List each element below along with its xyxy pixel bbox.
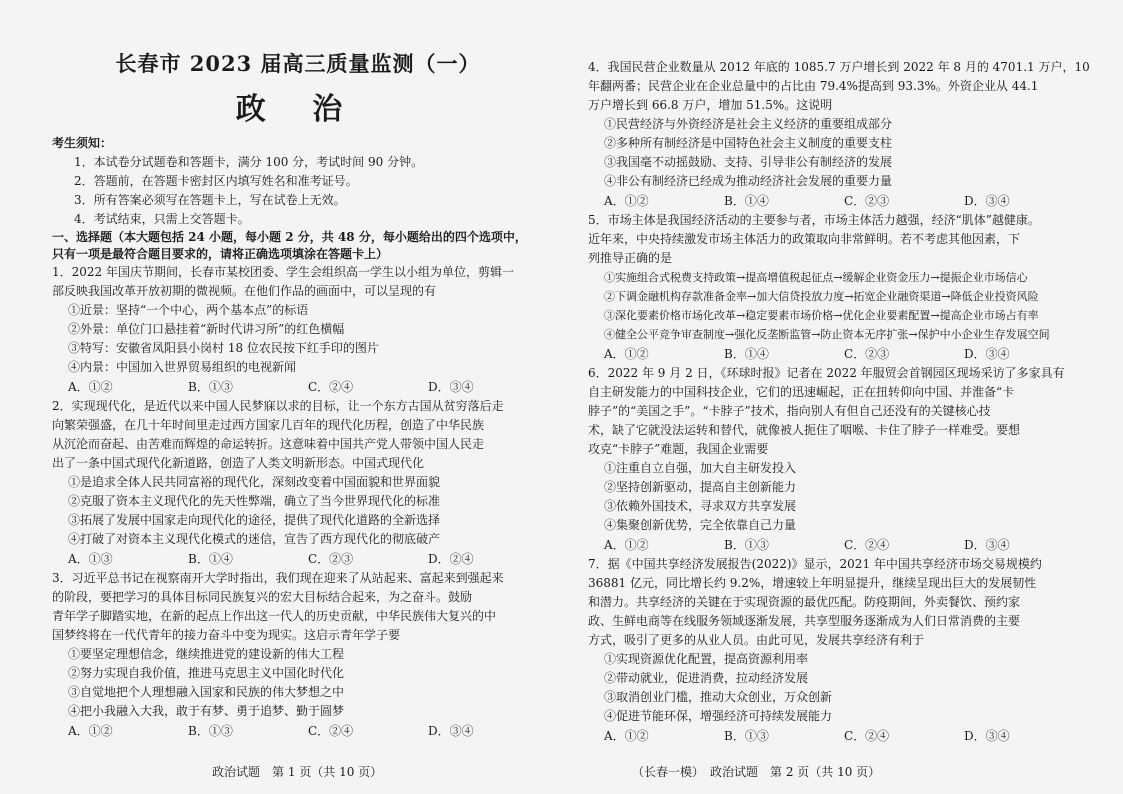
answer-b: B．①④ [724, 347, 769, 361]
question-4 [588, 58, 1103, 211]
notice-item: 3．所有答案必须写在答题卡上，写在试卷上无效。 [74, 193, 346, 207]
answer-c: C．②④ [308, 724, 354, 738]
statement-option: ①要坚定理想信念，继续推进党的建设新的伟大工程 [68, 647, 345, 661]
statement-option: ②克服了资本主义现代化的先天性弊端，确立了当今世界现代化的标准 [68, 494, 441, 508]
statement-option: ④促进节能环保，增强经济可持续发展能力 [604, 709, 833, 723]
question-stem-line: 术，缺了它就没法运转和替代，就像被人扼住了咽喉、卡住了脖子一样难受。要想 [588, 423, 1021, 437]
answer-choices [588, 726, 1103, 746]
notice-heading: 考生须知： [52, 136, 113, 150]
statement-option: ④把小我融入大我，敢于有梦、勇于追梦、勤于圆梦 [68, 704, 345, 718]
answer-b: B．①③ [724, 538, 769, 552]
question-stem-line: 自主研发能力的中国科技企业，它们的迅速崛起，正在扭转仰向中国、并淮备“卡 [588, 385, 1015, 399]
question-2 [52, 397, 544, 569]
statement-option: ②努力实现自我价值，推进马克思主义中国化时代化 [68, 666, 345, 680]
answer-a: A．①② [604, 729, 649, 743]
statement-option: ④集聚创新优势，完全依靠自己力量 [604, 518, 797, 532]
answer-d: D．②④ [428, 552, 474, 566]
question-stem-line: 列推导正确的是 [588, 251, 673, 265]
answer-d: D．③④ [428, 724, 474, 738]
answer-a: A．①② [604, 194, 649, 208]
question-stem-line: 部反映我国改革开放初期的微视频。在他们作品的画面中，可以呈现的有 [52, 284, 437, 298]
notice-list [52, 153, 544, 229]
question-stem-line: 36881 亿元，同比增长约 9.2%，增速较上年明显提升，继续呈现出巨大的发展韧性 [588, 576, 1037, 590]
answer-c: C．②④ [844, 729, 890, 743]
answer-b: B．①③ [188, 380, 233, 394]
answer-b: B．①③ [188, 724, 233, 738]
answer-choices [588, 344, 1103, 364]
statement-option: ②下调金融机构存款准备金率→加大信贷投放力度→拓宽企业融资渠道→降低企业投资风险 [604, 290, 1039, 303]
statement-option: ③依赖外国技术，寻求双方共享发展 [604, 499, 797, 513]
left-page [0, 0, 560, 794]
question-stem-line: 1．2022 年国庆节期间，长春市某校团委、学生会组织高一学生以小组为单位，剪辑一 [52, 265, 514, 279]
statement-option: ④健全公平竞争审查制度→强化反垄断监管→防止资本无序扩张→保护中小企业生存发展空间 [604, 328, 1050, 341]
question-3 [52, 569, 544, 741]
section-heading [52, 229, 544, 263]
answer-a: A．①② [68, 724, 113, 738]
question-stem-line: 4．我国民营企业数量从 2012 年底的 1085.7 万户增长到 2022 年 8 月的 4701.1 万户，10 [588, 60, 1090, 74]
statement-option: ③我国毫不动摇鼓励、支持、引导非公有制经济的发展 [604, 155, 893, 169]
statement-option: ②多种所有制经济是中国特色社会主义制度的重要支柱 [604, 136, 893, 150]
answer-choices [52, 721, 544, 741]
page-footer: 政治试题 第 1 页（共 10 页） [212, 765, 383, 779]
statement-option: ③自觉地把个人理想融入国家和民族的伟大梦想之中 [68, 685, 345, 699]
answer-choices [52, 549, 544, 569]
question-6 [588, 364, 1103, 555]
question-stem-line: 3．习近平总书记在视察南开大学时指出，我们现在迎来了从站起来、富起来到强起来 [52, 571, 504, 585]
question-stem-line: 和潜力。共享经济的关键在于实现资源的最优匹配。防疫期间，外卖餐饮、预约家 [588, 595, 1021, 609]
answer-d: D．③④ [964, 729, 1010, 743]
question-stem-line: 脖子”的“美国之手”。“卡脖子”技术，指向别人有但自己还没有的关键核心技 [588, 404, 991, 418]
statement-option: ②坚持创新驱动，提高自主创新能力 [604, 480, 797, 494]
question-stem-line: 政、生鲜电商等在线服务领域逐渐发展，共享型服务逐渐成为人们日常消费的主要 [588, 614, 1021, 628]
right-page [560, 0, 1123, 794]
question-stem-line: 出了一条中国式现代化新道路，创造了人类文明新形态。中国式现代化 [52, 456, 425, 470]
statement-option: ①注重自立自强，加大自主研发投入 [604, 461, 797, 475]
answer-b: B．①④ [188, 552, 233, 566]
statement-option: ①民营经济与外资经济是社会主义经济的重要组成部分 [604, 117, 893, 131]
answer-a: A．①② [604, 347, 649, 361]
statement-option: ①实施组合式税费支持政策→提高增值税起征点→缓解企业资金压力→提振企业市场信心 [604, 271, 1028, 284]
notice-item: 2．答题前，在答题卡密封区内填写姓名和准考证号。 [74, 174, 358, 188]
question-stem-line: 近年来，中央持续激发市场主体活力的政策取向非常鲜明。若不考虑其他因素，下 [588, 232, 1021, 246]
answer-d: D．③④ [964, 194, 1010, 208]
statement-option: ③取消创业门槛，推动大众创业，万众创新 [604, 690, 833, 704]
answer-b: B．①④ [724, 194, 769, 208]
question-7 [588, 555, 1103, 746]
answer-c: C．②④ [308, 380, 354, 394]
question-stem-line: 万户增长到 66.8 万户，增加 51.5%。这说明 [588, 98, 833, 112]
question-stem-line: 5．市场主体是我国经济活动的主要参与者，市场主体活力越强，经济“肌体”越健康。 [588, 213, 1040, 227]
answer-a: A．①② [604, 538, 649, 552]
notice-item: 1．本试卷分试题卷和答题卡，满分 100 分，考试时间 90 分钟。 [74, 155, 424, 169]
question-stem-line: 攻克“卡脖子”难题，我国企业需要 [588, 442, 769, 456]
statement-option: ④内景：中国加入世界贸易组织的电视新闻 [68, 360, 297, 374]
answer-c: C．②③ [844, 347, 890, 361]
question-stem-line: 的阶段，要把学习的具体目标同民族复兴的宏大目标结合起来，为之奋斗。鼓励 [52, 590, 473, 604]
answer-choices [52, 377, 544, 397]
question-stem-line: 7．据《中国共享经济发展报告(2022)》显示，2021 年中国共享经济市场交易规模约 [588, 557, 1042, 571]
statement-option: ①是追求全体人民共同富裕的现代化，深刻改变着中国面貌和世界面貌 [68, 475, 441, 489]
statement-option: ③拓展了发展中国家走向现代化的途径，提供了现代化道路的全新选择 [68, 513, 441, 527]
answer-d: D．③④ [964, 538, 1010, 552]
answer-choices [588, 535, 1103, 555]
answer-d: D．③④ [428, 380, 474, 394]
statement-option: ③特写：安徽省凤阳县小岗村 18 位农民按下红手印的图片 [68, 341, 379, 355]
section-line: 一、选择题（本大题包括 24 小题，每小题 2 分，共 48 分，每小题给出的四个选项中， [52, 230, 527, 244]
subject-title: 政 治 [235, 92, 361, 127]
question-stem-line: 6．2022 年 9 月 2 日，《环球时报》记者在 2022 年服贸会首钢园区现场采访了多家具有 [588, 366, 1065, 380]
notice-item: 4．考试结束，只需上交答题卡。 [74, 212, 250, 226]
statement-option: ④打破了对资本主义现代化模式的迷信，宣告了西方现代化的彻底破产 [68, 532, 441, 546]
exam-title: 长春市 2023 届高三质量监测（一） [115, 51, 481, 76]
question-1 [52, 263, 544, 397]
question-5 [588, 211, 1103, 364]
statement-option: ④非公有制经济已经成为推动经济社会发展的重要力量 [604, 174, 893, 188]
question-stem-line: 国梦终将在一代代青年的接力奋斗中变为现实。这启示青年学子要 [52, 628, 401, 642]
answer-a: A．①② [68, 380, 113, 394]
answer-c: C．②③ [308, 552, 354, 566]
statement-option: ①实现资源优化配置，提高资源利用率 [604, 652, 809, 666]
statement-option: ②外景：单位门口悬挂着“新时代讲习所”的红色横幅 [68, 322, 345, 336]
statement-option: ②带动就业，促进消费，拉动经济发展 [604, 671, 809, 685]
question-stem-line: 2．实现现代化，是近代以来中国人民梦寐以求的目标，让一个东方古国从贫穷落后走 [52, 399, 504, 413]
page-footer: （长春一模） 政治试题 第 2 页（共 10 页） [632, 765, 881, 779]
answer-c: C．②③ [844, 194, 890, 208]
question-stem-line: 方式，吸引了更多的从业人员。由此可见，发展共享经济有利于 [588, 633, 925, 647]
answer-c: C．②④ [844, 538, 890, 552]
section-line: 只有一项是最符合题目要求的，请将正确选项填涂在答题卡上） [52, 247, 389, 261]
statement-option: ①近景：坚持“一个中心，两个基本点”的标语 [68, 303, 309, 317]
question-stem-line: 从沉沦而奋起、由苦难而辉煌的命运转折。这意味着中国共产党人带领中国人民走 [52, 437, 485, 451]
answer-b: B．①③ [724, 729, 769, 743]
answer-choices [588, 191, 1103, 211]
answer-d: D．③④ [964, 347, 1010, 361]
question-stem-line: 向繁荣强盛，在几十年时间里走过西方国家几百年的现代化历程，创造了中华民族 [52, 418, 485, 432]
question-stem-line: 青年学子脚踏实地，在新的起点上作出这一代人的历史贡献，中华民族伟大复兴的中 [52, 609, 497, 623]
question-stem-line: 年翻两番；民营企业在企业总量中的占比由 79.4%提高到 93.3%。外资企业从 44.1 [588, 79, 1039, 93]
answer-a: A．①③ [68, 552, 113, 566]
statement-option: ③深化要素价格市场化改革→稳定要素市场价格→优化企业要素配置→提高企业市场占有率 [604, 309, 1039, 322]
